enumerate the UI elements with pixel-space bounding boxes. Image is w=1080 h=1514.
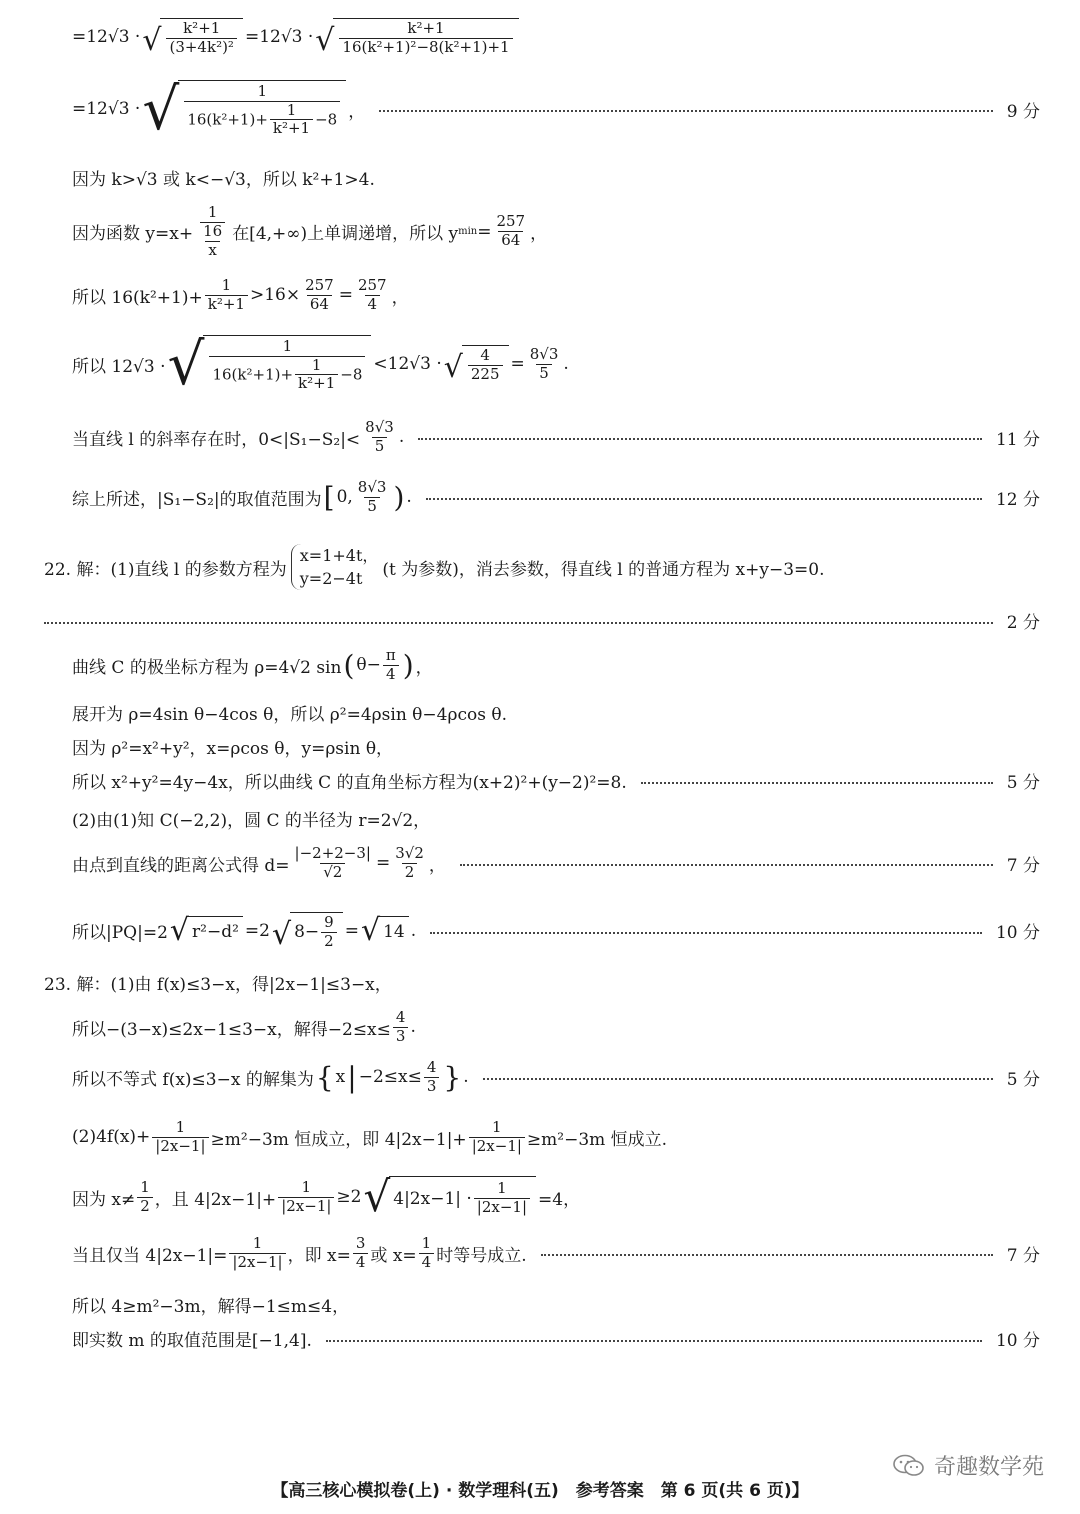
bracket: ): [393, 480, 405, 514]
text: 时等号成立.: [436, 1245, 527, 1266]
dot-leader: [430, 932, 982, 934]
subscript: min: [458, 226, 478, 238]
fraction: $\frac{1}{2}$: [137, 1180, 153, 1215]
eq-line-22: [72, 1172, 1040, 1221]
text: 或 x=: [370, 1245, 417, 1266]
text: ，: [348, 101, 366, 122]
dot-leader: [418, 438, 982, 440]
fraction: $\frac{4}{3}$: [393, 1010, 409, 1045]
eq-line-2: [72, 75, 1040, 143]
eq-line-19: [72, 1010, 1040, 1045]
text: .: [410, 920, 417, 941]
text: x: [335, 1067, 346, 1088]
equation-system: x=1+4t， y=2−4t: [291, 544, 379, 590]
dot-leader: [541, 1254, 993, 1256]
text: ，且 4|2x−1|+: [154, 1189, 277, 1210]
text: =: [510, 354, 525, 374]
wechat-icon: [892, 1454, 926, 1478]
text: 由点到直线的距离公式得 d=: [72, 855, 290, 876]
text: =2: [244, 920, 270, 941]
eq-line-4: [72, 205, 1040, 258]
text-line-25: [72, 1326, 1040, 1351]
dot-leader: [483, 1078, 993, 1080]
text: 因为 ρ²=x²+y²，x=ρcos θ，y=ρsin θ，: [72, 739, 394, 759]
text: 即实数 m 的取值范围是[−1,4].: [72, 1331, 312, 1351]
fraction: $\frac{8√3}{5}$: [365, 418, 394, 455]
text: .: [563, 354, 569, 374]
score: 10 分: [995, 923, 1040, 944]
text: 因为 x≠: [72, 1189, 136, 1210]
score-line-10: [44, 608, 1040, 633]
score: 7 分: [1006, 855, 1040, 876]
text: =12√3 ·: [72, 99, 141, 119]
text: .: [398, 427, 405, 448]
fraction: $\frac{257}{64}$: [305, 276, 334, 313]
eq-line-5: [72, 278, 1040, 313]
text: 23. 解：(1)由 f(x)≤3−x，得|2x−1|≤3−x，: [44, 975, 392, 995]
radical: √ 1 16(k²+1)+ $\frac{1}{\text{k²+1}}$ −8: [142, 80, 346, 138]
text: (t 为参数)，消去参数，得直线 l 的普通方程为 x+y−3=0.: [382, 559, 825, 580]
text-line-13: [72, 734, 1040, 759]
radical: √ 14: [361, 916, 409, 946]
fraction: $\frac{1}{4}$: [419, 1236, 435, 1271]
text: 所以 4≥m²−3m，解得−1≤m≤4，: [72, 1297, 350, 1317]
score: 11 分: [995, 429, 1040, 450]
text: >16×: [249, 285, 301, 306]
text: .: [410, 1017, 416, 1038]
text: =: [344, 920, 359, 941]
text: ，: [530, 224, 548, 245]
radical: √ 8− $\frac{9}{2}$: [272, 912, 343, 950]
text: (2)由(1)知 C(−2,2)，圆 C 的半径为 r=2√2，: [72, 811, 431, 831]
dot-leader: [44, 622, 993, 624]
fraction: $\frac{3√2}{2}$: [395, 844, 424, 881]
text: 当直线 l 的斜率存在时，0<|S₁−S₂|<: [72, 429, 361, 450]
text: 在[4,+∞)上单调递增，所以 y: [232, 224, 459, 245]
text: 曲线 C 的极坐标方程为 ρ=4√2 sin: [72, 657, 342, 678]
radical: √ $\frac{4}{225}$: [444, 345, 509, 383]
radical: √ $\frac{\text{k²+1}}{\text{(3+4k²)²}}$: [142, 18, 243, 56]
text: 所以 x²+y²=4y−4x，所以曲线 C 的直角坐标方程为(x+2)²+(y−2)²=8.: [72, 773, 627, 793]
paren: (: [343, 648, 355, 682]
problem-23-line: [44, 970, 1040, 995]
dot-leader: [460, 864, 993, 866]
text: 0,: [336, 487, 353, 508]
eq-line-17: [72, 912, 1040, 950]
eq-line-6: [72, 330, 1040, 398]
text: 所以−(3−x)≤2x−1≤3−x，解得−2≤x≤: [72, 1019, 391, 1040]
text: <12√3 ·: [373, 354, 442, 374]
eq-line-1: [72, 18, 1040, 56]
text-line-14: [72, 768, 1040, 793]
text: ，即 x=: [287, 1245, 351, 1266]
text: 当且仅当 4|2x−1|=: [72, 1245, 228, 1266]
text: 所以|PQ|=2: [72, 923, 168, 944]
text: (2)4f(x)+: [72, 1127, 151, 1148]
fraction: 1 16(k²+1)+ $\frac{1}{\text{k²+1}}$ −8: [184, 84, 340, 137]
watermark-text: 奇趣数学苑: [933, 1455, 1044, 1480]
dot-leader: [426, 498, 982, 500]
fraction: $\frac{8√3}{5}$: [529, 344, 559, 382]
text: =12√3 ·: [72, 26, 141, 47]
eq-line-11: [72, 648, 1040, 683]
text: 所以 12√3 ·: [72, 356, 166, 377]
fraction: $\frac{1}{|2x-1|}$: [229, 1236, 285, 1271]
radical: √ 1 16(k²+1)+ $\frac{1}{\text{k²+1}}$ −8: [168, 335, 372, 393]
text: .: [463, 1067, 469, 1088]
fraction: $\frac{257}{64}$: [496, 212, 526, 250]
score: 5 分: [1006, 773, 1040, 793]
text: ≥2: [336, 1187, 362, 1207]
eq-line-16: [72, 846, 1040, 881]
radical: √ r²−d²: [170, 916, 243, 946]
text-line-3: [72, 165, 1040, 190]
dot-leader: [326, 1340, 982, 1342]
text: 所以 16(k²+1)+: [72, 287, 203, 308]
text: 综上所述，|S₁−S₂|的取值范围为: [72, 489, 322, 510]
brace: }: [443, 1060, 462, 1094]
dot-leader: [641, 782, 993, 784]
text: 因为 k>√3 或 k<−√3，所以 k²+1>4.: [72, 170, 375, 190]
text: 展开为 ρ=4sin θ−4cos θ，所以 ρ²=4ρsin θ−4ρcos θ.: [72, 705, 507, 725]
fraction: $\frac{\text{k²+1}}{\text{(3+4k²)²}}$: [166, 21, 236, 56]
page-footer: 【高三核心模拟卷(上) · 数学理科(五) 参考答案 第 6 页(共 6 页)】: [271, 1481, 809, 1501]
fraction: $\frac{4}{225}$: [468, 348, 503, 383]
eq-line-8: [72, 480, 1040, 515]
paren: ): [402, 648, 414, 682]
dot-leader: [379, 110, 993, 112]
radical: √ $\frac{\text{k²+1}}{\text{16(k²+1)²−8(k²+1)+1}}$: [315, 18, 518, 56]
text: ，: [428, 855, 446, 876]
text-line-15: [72, 806, 1040, 831]
text: θ−: [356, 655, 381, 676]
fraction: $\frac{\frac{1}{16}}{x}$: [195, 205, 230, 258]
text-line-24: [72, 1292, 1040, 1317]
fraction: $\frac{257}{4}$: [357, 276, 387, 313]
fraction: $\frac{1}{|2x-1|}$: [278, 1180, 334, 1215]
fraction: $\frac{\pi}{4}$: [383, 648, 399, 683]
text: .: [406, 487, 412, 508]
fraction: $\frac{1}{\text{k²+1}}$: [205, 278, 248, 313]
fraction: $\frac{8√3}{5}$: [357, 478, 387, 515]
text: =: [338, 285, 353, 306]
text: =4，: [538, 1189, 581, 1210]
text-line-12: [72, 700, 1040, 725]
text: ≥m²−3m 恒成立，即 4|2x−1|+: [210, 1129, 467, 1150]
text: 所以不等式 f(x)≤3−x 的解集为: [72, 1069, 314, 1090]
text: =: [477, 221, 492, 242]
score: 5 分: [1006, 1069, 1040, 1090]
eq-line-23: [72, 1236, 1040, 1271]
score: 10 分: [995, 1331, 1040, 1351]
brace: {: [315, 1060, 334, 1094]
fraction: $\frac{|-2+2-3|}{√2}$: [294, 844, 371, 881]
eq-line-20: [72, 1060, 1040, 1095]
problem-22-line: [44, 544, 1040, 590]
fraction: $\frac{1}{|2x-1|}$: [469, 1120, 525, 1155]
text: ，: [391, 287, 409, 308]
score: 2 分: [1006, 613, 1040, 633]
text: 22. 解：(1)直线 l 的参数方程为: [44, 559, 287, 580]
eq-line-21: [72, 1120, 1040, 1155]
score: 9 分: [1006, 101, 1040, 122]
radical: √ 4|2x−1| · $\frac{1}{|2x-1|}$: [363, 1176, 536, 1218]
score: 7 分: [1006, 1245, 1040, 1266]
text: ≥m²−3m 恒成立.: [526, 1129, 668, 1150]
score: 12 分: [995, 489, 1040, 510]
bracket: [: [323, 480, 335, 514]
text: =: [375, 853, 391, 874]
text: =12√3 ·: [244, 26, 314, 47]
fraction: $\frac{1}{|2x-1|}$: [152, 1120, 208, 1155]
text: 因为函数 y=x+: [72, 224, 194, 245]
fraction: $\frac{3}{4}$: [353, 1236, 369, 1271]
fraction: 1 16(k²+1)+ $\frac{1}{\text{k²+1}}$ −8: [209, 339, 365, 392]
text: −2≤x≤: [358, 1067, 422, 1088]
eq-line-7: [72, 420, 1040, 455]
text: ，: [415, 657, 433, 678]
fraction: $\frac{4}{3}$: [424, 1060, 440, 1095]
bar: |: [347, 1060, 357, 1094]
fraction: $\frac{\text{k²+1}}{\text{16(k²+1)²−8(k²+1)+1}}$: [339, 21, 512, 56]
